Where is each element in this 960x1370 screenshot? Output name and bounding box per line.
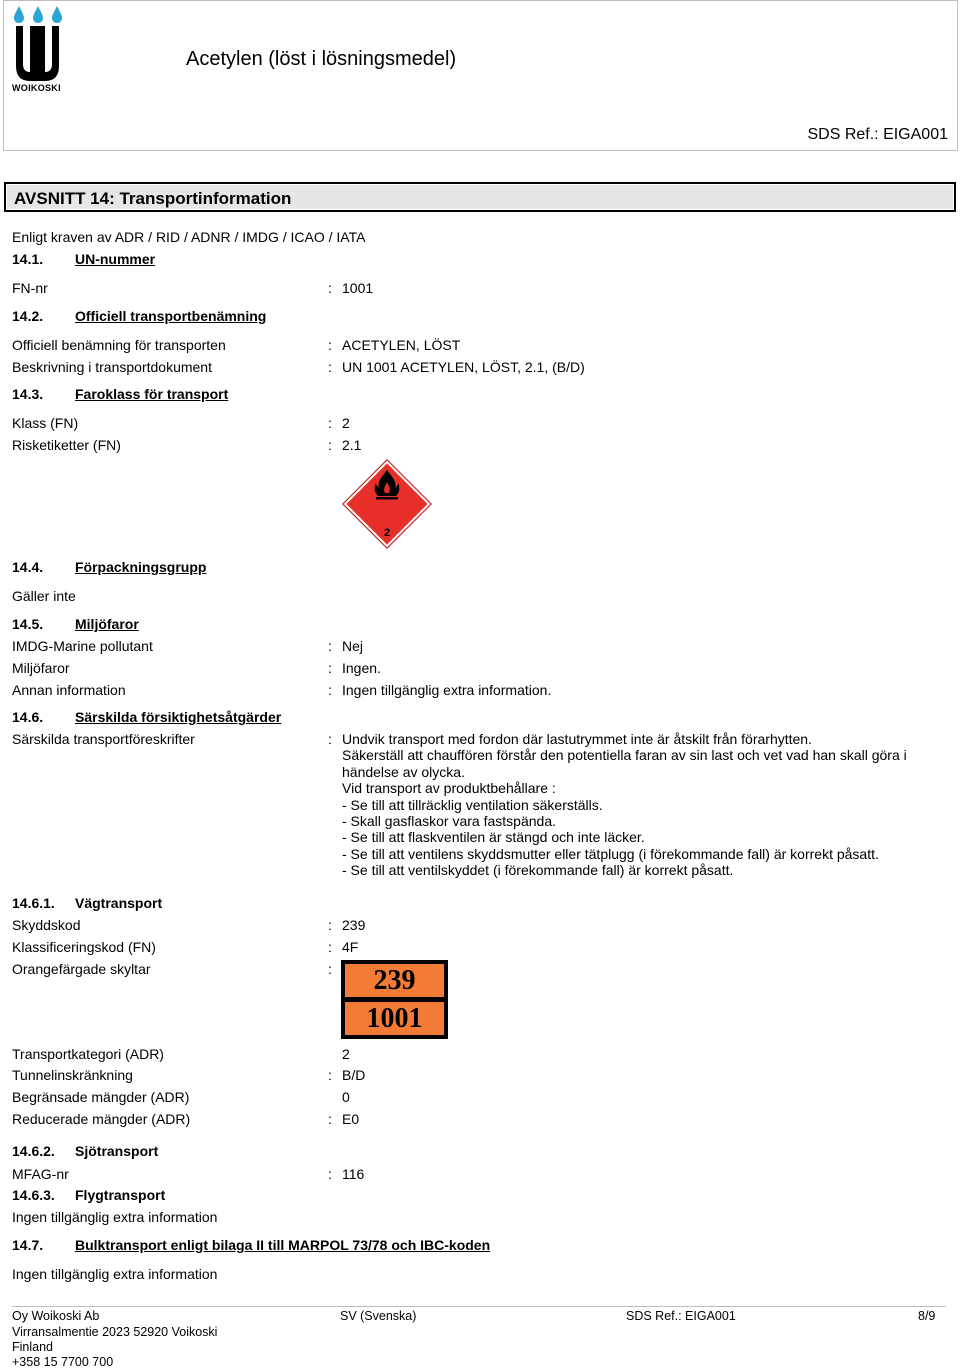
excepted-quantities-value: E0 — [342, 1111, 360, 1127]
transport-category-label: Transportkategori (ADR) — [12, 1046, 164, 1062]
excepted-quantities-label: Reducerade mängder (ADR) — [12, 1111, 191, 1127]
orange-plates-label: Orangefärgade skyltar — [12, 961, 151, 977]
special-rules-text: Undvik transport med fordon där lastutrymmet inte är åtskilt från förarhytten. Säkerställ att chauffören förstår den potentiella faran av sin last och vet vad han skall göra i händelse av olycka. Vid transport av produktbehållare : - Se till att tillräcklig ventilation säkerställs. - Skall gasflaskor vara fastspända. - Se till att flaskventilen är stängd och inte läcker. - Se till att ventilens skyddsmutter eller tätplugg (i förekommande fall) är korrekt påsatt. - Se till att ventilskyddet (i förekommande fall) är korrekt påsatt. — [342, 731, 907, 879]
fn-nr-label: FN-nr — [12, 280, 48, 296]
hazard-id-value: 239 — [342, 917, 366, 933]
class-label: Klass (FN) — [12, 415, 79, 431]
other-info-value: Ingen tillgänglig extra information. — [342, 682, 552, 698]
limited-quantities-value: 0 — [342, 1089, 350, 1105]
other-info-label: Annan information — [12, 682, 126, 698]
air-transport-text: Ingen tillgänglig extra information — [12, 1209, 218, 1225]
packing-group-text: Gäller inte — [12, 588, 76, 604]
fn-nr-value: 1001 — [342, 280, 374, 296]
footer-sds-ref: SDS Ref.: EIGA001 — [626, 1309, 736, 1323]
classification-code-label: Klassificeringskod (FN) — [12, 939, 156, 955]
hazard-label-label: Risketiketter (FN) — [12, 437, 121, 453]
document-title: Acetylen (löst i lösningsmedel) — [186, 48, 457, 70]
imdg-pollutant-label: IMDG-Marine pollutant — [12, 638, 153, 654]
env-hazard-value: Ingen. — [342, 660, 381, 676]
classification-code-value: 4F — [342, 939, 359, 955]
subsection-14-3: 14.3. Faroklass för transport — [12, 386, 229, 402]
subsection-14-1: 14.1. UN-nummer — [12, 251, 156, 267]
tunnel-restriction-value: B/D — [342, 1067, 366, 1083]
mfag-value: 116 — [342, 1166, 365, 1182]
transport-doc-desc-label: Beskrivning i transportdokument — [12, 359, 212, 375]
subsection-14-5: 14.5. Miljöfaror — [12, 616, 139, 632]
bulk-transport-text: Ingen tillgänglig extra information — [12, 1266, 218, 1282]
woikoski-logo — [12, 4, 64, 94]
hazard-label-value: 2.1 — [342, 437, 362, 453]
section-title-bar — [4, 182, 956, 212]
footer-country: Finland — [12, 1340, 53, 1354]
subsection-14-4: 14.4. Förpackningsgrupp — [12, 559, 207, 575]
subsection-14-2: 14.2. Officiell transportbenämning — [12, 308, 267, 324]
transport-doc-desc-value: UN 1001 ACETYLEN, LÖST, 2.1, (B/D) — [342, 359, 585, 375]
flammable-gas-diamond-icon — [341, 458, 433, 550]
footer-company: Oy Woikoski Ab — [12, 1309, 100, 1323]
subsection-14-6-1: 14.6.1. Vägtransport — [12, 895, 163, 911]
footer-language: SV (Svenska) — [340, 1309, 417, 1323]
limited-quantities-label: Begränsade mängder (ADR) — [12, 1089, 190, 1105]
imdg-pollutant-value: Nej — [342, 638, 364, 654]
subsection-14-7: 14.7. Bulktransport enligt bilaga II till MARPOL 73/78 och IBC-koden — [12, 1237, 491, 1253]
official-name-value: ACETYLEN, LÖST — [342, 337, 461, 353]
diamond-class-number: 2 — [383, 527, 391, 539]
special-rules-label: Särskilda transportföreskrifter — [12, 731, 195, 747]
footer-phone: +358 15 7700 700 — [12, 1355, 114, 1369]
tunnel-restriction-label: Tunnelinskränkning — [12, 1067, 133, 1083]
footer-address: Virransalmentie 2023 52920 Voikoski — [12, 1325, 218, 1339]
subsection-14-6-3: 14.6.3. Flygtransport — [12, 1187, 166, 1203]
class-value: 2 — [342, 415, 350, 431]
sds-ref-header: SDS Ref.: EIGA001 — [807, 126, 948, 143]
subsection-14-6: 14.6. Särskilda försiktighetsåtgärder — [12, 709, 282, 725]
logo-text: WOIKOSKI — [12, 83, 61, 93]
subsection-14-6-2: 14.6.2. Sjötransport — [12, 1143, 159, 1159]
orange-plate — [341, 960, 448, 1039]
footer-page-number: 8/9 — [918, 1309, 936, 1323]
hazard-id-label: Skyddskod — [12, 917, 81, 933]
mfag-label: MFAG-nr — [12, 1166, 69, 1182]
env-hazard-label: Miljöfaror — [12, 660, 70, 676]
orange-plate-un-number: 1001 — [345, 1002, 444, 1035]
transport-category-value: 2 — [342, 1046, 350, 1062]
orange-plate-hazard-number: 239 — [345, 964, 444, 997]
footer-divider — [12, 1306, 946, 1307]
section-title: AVSNITT 14: Transportinformation — [14, 189, 292, 208]
official-name-label: Officiell benämning för transporten — [12, 337, 226, 353]
intro-text: Enligt kraven av ADR / RID / ADNR / IMDG / ICAO / IATA — [12, 229, 366, 245]
